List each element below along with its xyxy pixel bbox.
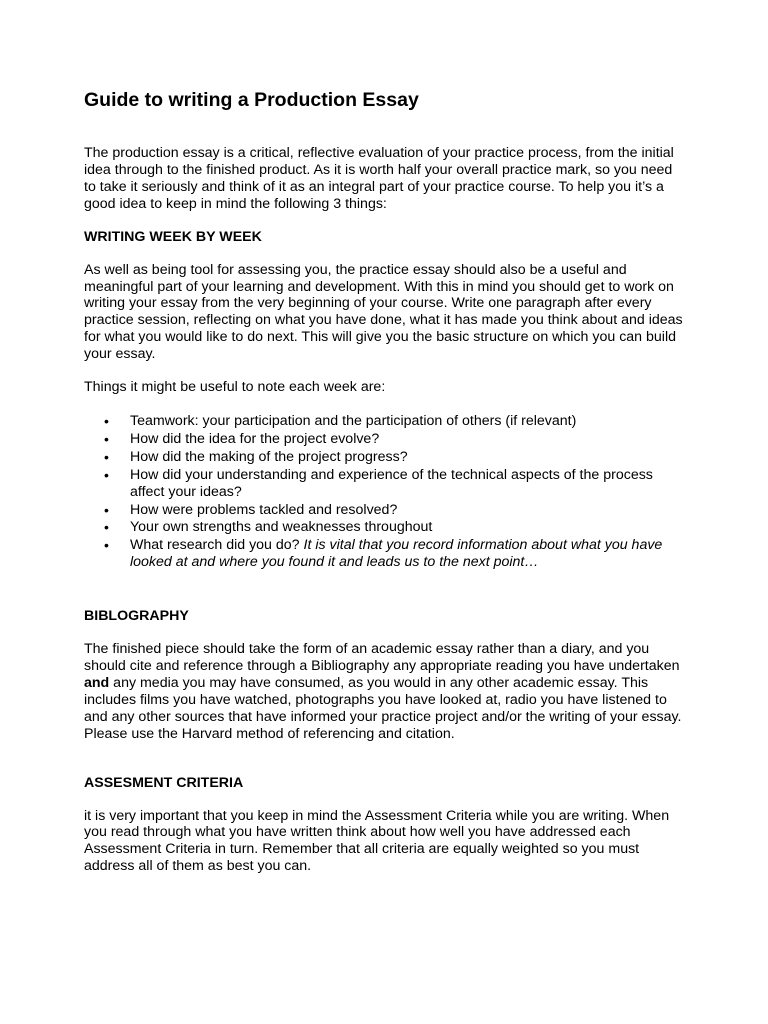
list-item xyxy=(84,519,684,536)
heading-assessment-criteria: ASSESMENT CRITERIA xyxy=(84,774,244,791)
weekly-notes-list xyxy=(84,413,684,571)
bullet-icon: • xyxy=(104,501,109,518)
list-item xyxy=(84,431,684,448)
heading-writing-week: WRITING WEEK BY WEEK xyxy=(84,228,262,245)
list-item xyxy=(84,502,684,519)
list-item xyxy=(84,537,684,571)
bullet-icon: • xyxy=(104,412,109,429)
intro-paragraph: The production essay is a critical, reflective evaluation of your practice process, from the initial idea through to the finished product. As it is worth half your overall practice mark, so you need to take it seriously and think of it as an integral part of your practice course. To help you it’s a good idea to keep in mind the following 3 things: xyxy=(84,145,674,212)
bibliography-text-bold: and xyxy=(84,674,110,691)
heading-bibliography: BIBLOGRAPHY xyxy=(84,608,189,625)
list-item-text: Your own strengths and weaknesses throughout xyxy=(130,519,433,536)
bullet-icon: • xyxy=(104,466,109,483)
list-item-italic-note: It is vital that you record information about what you have looked at and where you found it and leads us to the next point… xyxy=(130,537,663,571)
list-item-text: How did the making of the project progress? xyxy=(130,448,408,465)
bullet-icon: • xyxy=(104,519,109,536)
list-item-text: How did the idea for the project evolve? xyxy=(130,430,380,447)
list-item-text: How did your understanding and experience of the technical aspects of the process affect your ideas? xyxy=(130,466,653,500)
writing-week-paragraph: As well as being tool for assessing you, the practice essay should also be a useful and meaningful part of your learning and development. With this in mind you should get to work on writing your essay from the very beginning of your course. Write one paragraph after every practice session, reflecting on what you have done, what it has made you think about and ideas for what you would like to do next. This will give you the basic structure on which you can build your essay. xyxy=(84,261,683,363)
list-item xyxy=(84,449,684,466)
bibliography-text-start: The finished piece should take the form of an academic essay rather than a diary, and you should cite and reference through a Bibliography any appropriate reading you have undertaken xyxy=(84,641,680,675)
list-item xyxy=(84,413,684,430)
list-item xyxy=(84,467,684,501)
bullet-icon: • xyxy=(104,448,109,465)
bibliography-text-end: any media you may have consumed, as you would in any other academic essay. This includes films you have watched, photographs you have looked at, radio you have listened to and any other sources that have informed your practice project and/or the writing of your essay. Please use the Harvard method of referencing and citation. xyxy=(84,674,682,742)
list-item-text: What research did you do? xyxy=(130,537,304,554)
assessment-paragraph: it is very important that you keep in mind the Assessment Criteria while you are writing. When you read through what you have written think about how well you have addressed each Assessment Criteria in turn. Remember that all criteria are equally weighted so you must address all of them as best you can. xyxy=(84,807,670,875)
bullet-icon: • xyxy=(104,537,109,554)
things-to-note-paragraph: Things it might be useful to note each week are: xyxy=(84,379,386,396)
document-page xyxy=(84,88,684,875)
list-item-text: Teamwork: your participation and the participation of others (if relevant) xyxy=(130,412,577,429)
document-title: Guide to writing a Production Essay xyxy=(84,89,419,111)
bullet-icon: • xyxy=(104,430,109,447)
list-item-text: How were problems tackled and resolved? xyxy=(130,501,398,518)
bibliography-paragraph xyxy=(84,641,684,742)
